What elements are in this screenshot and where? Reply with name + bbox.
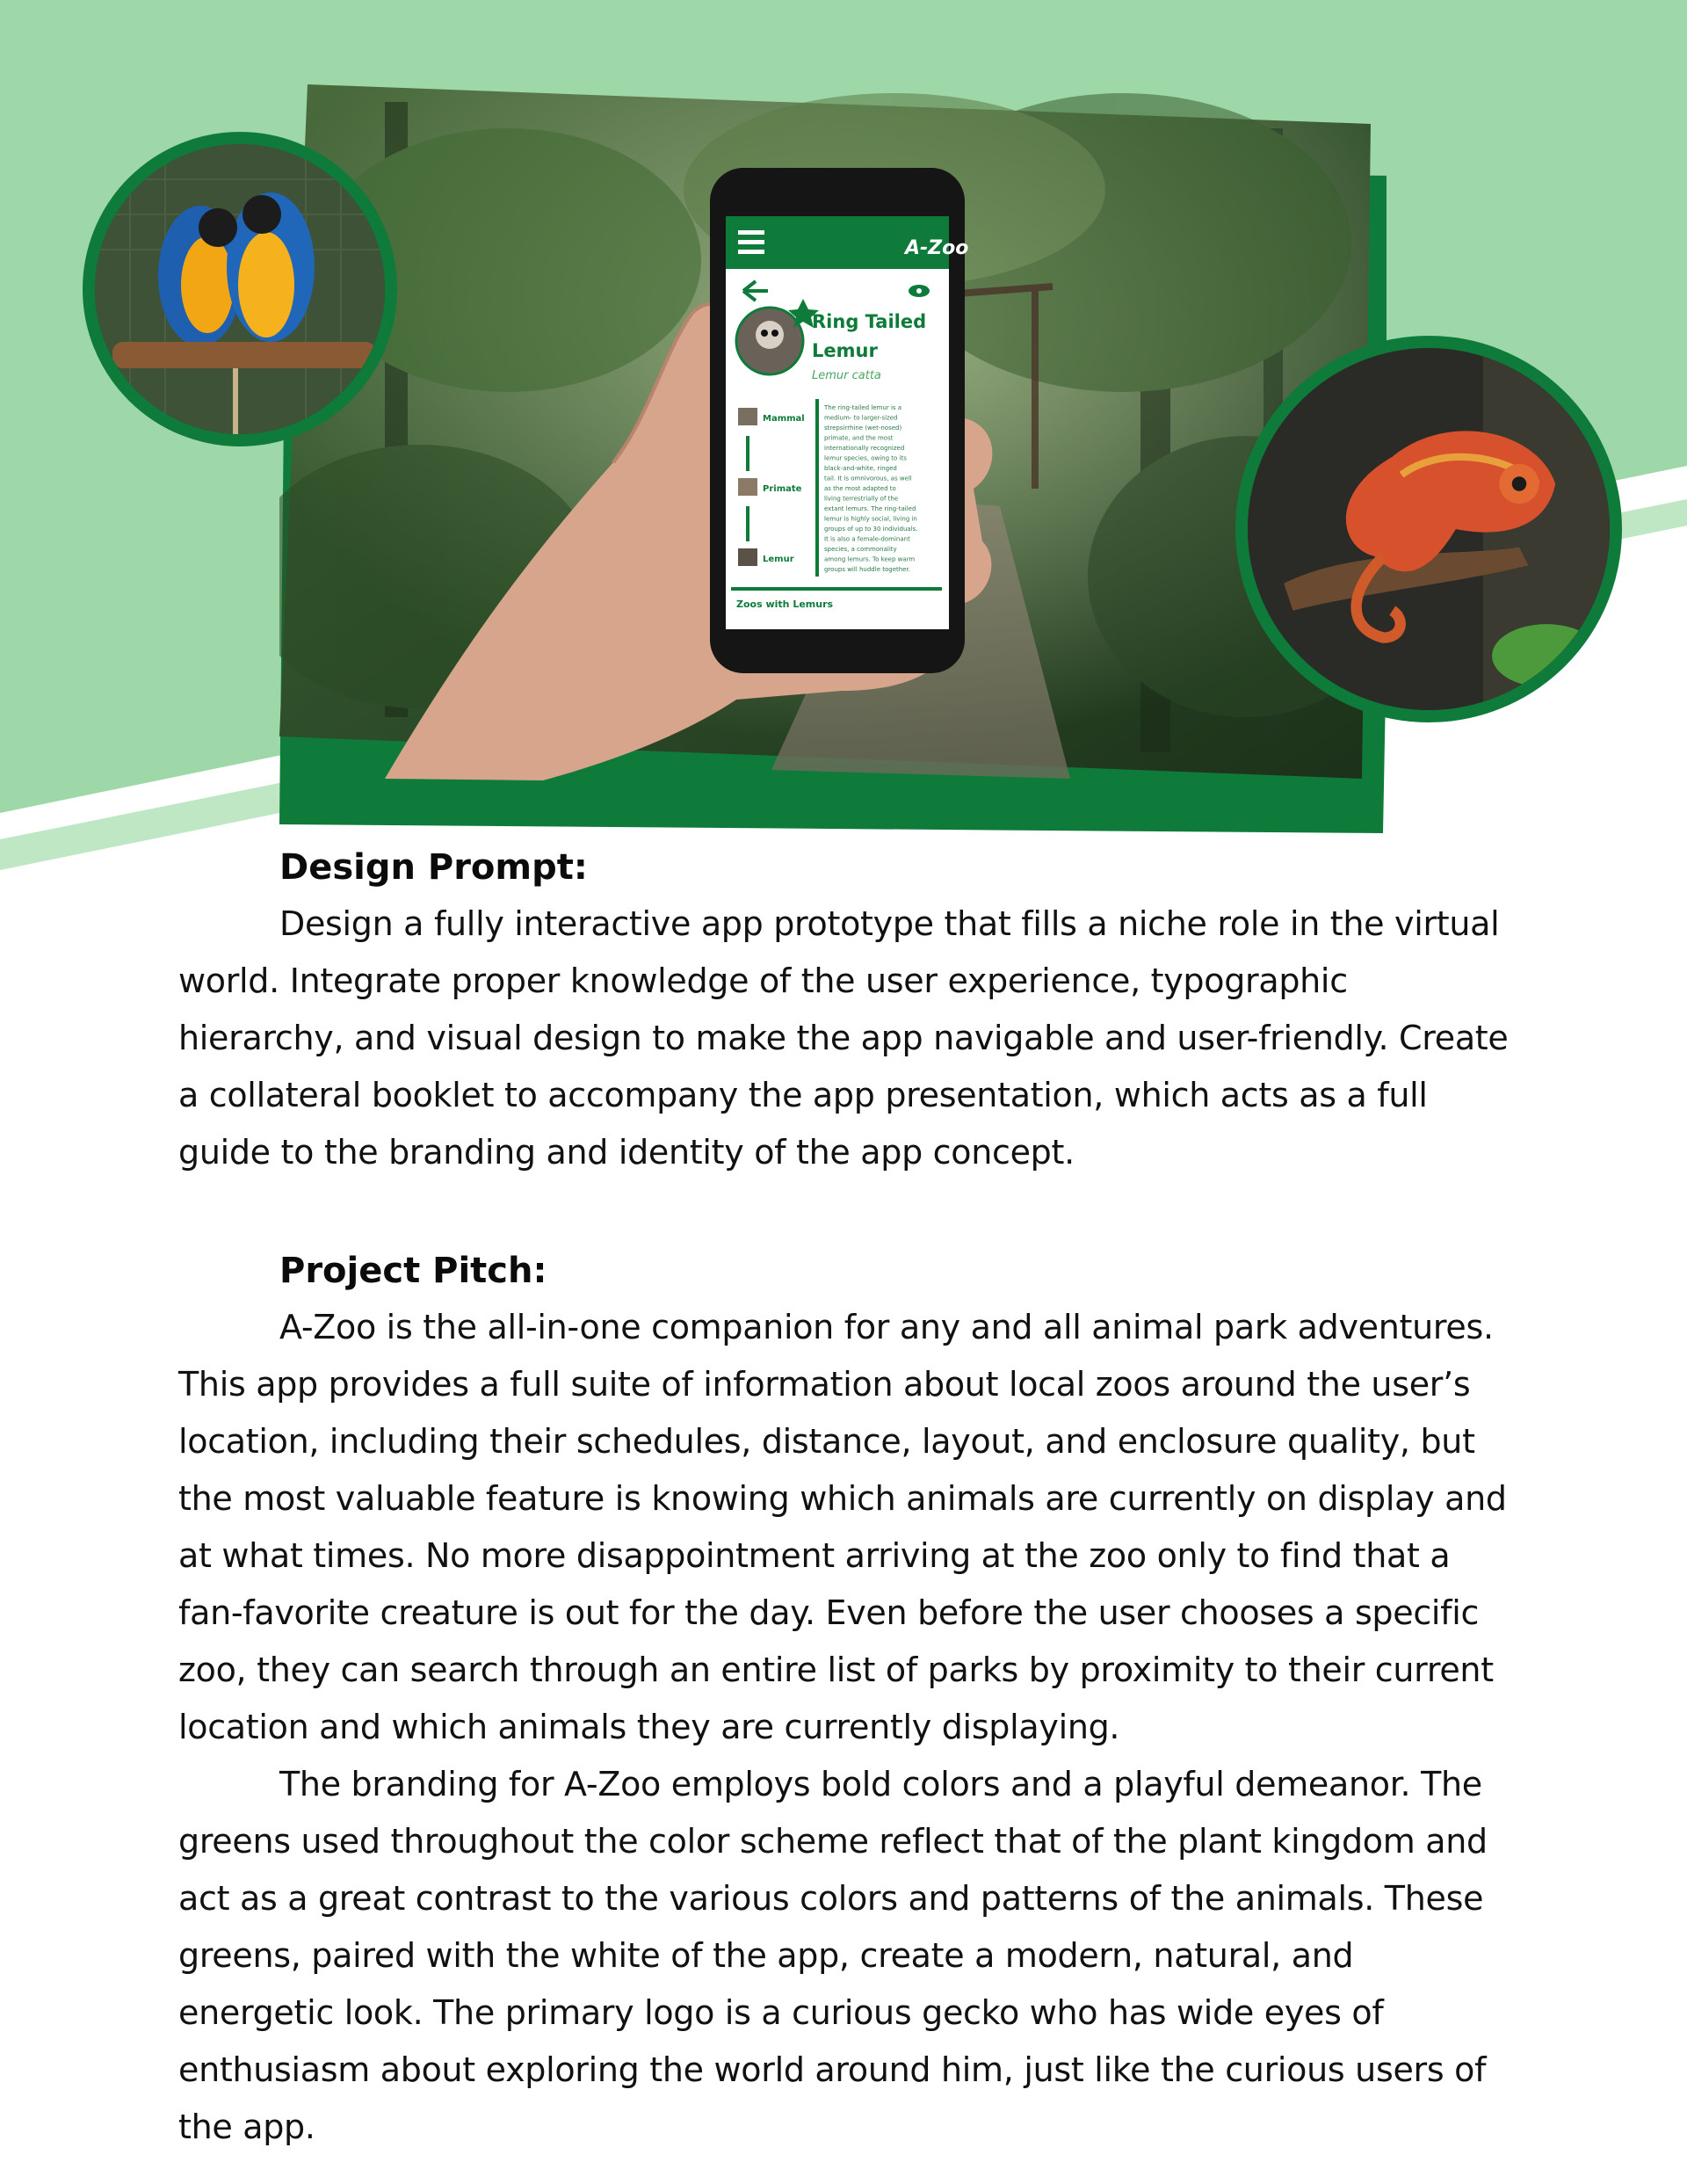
- phone-taxonomy-lemur: Lemur: [763, 555, 794, 564]
- phone-description-line: tail. It is omnivorous, as well: [824, 475, 912, 483]
- phone-description-line: living terrestrially of the: [824, 495, 899, 503]
- app-logo-text: A-Zoo: [905, 237, 969, 259]
- project-pitch-heading: Project Pitch:: [279, 1251, 547, 1291]
- phone-description-line: strepsirrhine (wet-nosed): [824, 424, 902, 432]
- design-prompt-body: Design a fully interactive app prototype that fills a niche role in the virtual world. Integrate proper knowledge of the user experience, typographic hierarchy, and visual design to make the app navigable and user-friendly. Create a collateral booklet to accompany the app presentation, which acts as a full guide to the branding and identity of the app concept.: [178, 904, 1509, 1172]
- forest-hand-holding-phone-photo-icon: [279, 84, 1387, 840]
- phone-description-line: primate, and the most: [824, 434, 894, 442]
- phone-taxonomy-primate: Primate: [763, 484, 802, 494]
- phone-description-line: species, a commonality: [824, 546, 897, 553]
- parrots-photo-icon: [83, 132, 397, 446]
- phone-description-line: groups of up to 30 individuals.: [824, 526, 918, 533]
- phone-description-line: as the most adapted to: [824, 485, 896, 492]
- phone-scientific-name: Lemur catta: [812, 369, 881, 382]
- project-pitch-paragraph-2: The branding for A-Zoo employs bold colors and a playful demeanor. The greens used throughout the color scheme reflect that of the plant kingdom and act as a great contrast to the various colors and patterns of the animals. These greens, paired with the white of the app, create a modern, natural, and energetic look. The primary logo is a curious gecko who has wide eyes of enthusiasm about exploring the world around him, just like the curious users of the app.: [178, 1765, 1488, 2146]
- phone-description-line: medium- to larger-sized: [824, 414, 898, 422]
- phone-taxonomy-mammal: Mammal: [763, 414, 805, 424]
- phone-footer-link: Zoos with Lemurs: [736, 599, 834, 610]
- phone-description-line: It is also a female-dominant: [824, 535, 910, 543]
- phone-description-line: internationally recognized: [824, 445, 905, 452]
- phone-description-line: lemur is highly social, living in: [824, 515, 917, 523]
- phone-animal-title-line2: Lemur: [812, 340, 878, 361]
- phone-description-line: The ring-tailed lemur is a: [824, 404, 902, 411]
- phone-description-line: black-and-white, ringed: [824, 465, 897, 472]
- hero-photo: [279, 84, 1387, 840]
- phone-description-line: among lemurs. To keep warm: [824, 555, 916, 563]
- phone-description-line: lemur species, owing to its: [824, 454, 907, 462]
- phone-description-line: extant lemurs. The ring-tailed: [824, 505, 916, 512]
- body-copy: [178, 839, 1514, 2156]
- phone-animal-title-line1: Ring Tailed: [812, 311, 927, 332]
- phone-description-line: groups will huddle together.: [824, 566, 910, 573]
- chameleon-photo-icon: [1235, 336, 1622, 722]
- project-pitch-paragraph-1: A-Zoo is the all-in-one companion for any and all animal park adventures. This app provides a full suite of information about local zoos around the user’s location, including their schedules, distance, layout, and enclosure quality, but the most valuable feature is knowing which animals are currently on display and at what times. No more disappointment arriving at the zoo only to find that a fan-favorite creature is out for the day. Even before the user chooses a specific zoo, they can search through an entire list of parks by proximity to their current location and which animals they are currently displaying.: [178, 1308, 1507, 1746]
- design-prompt-heading: Design Prompt:: [279, 847, 588, 888]
